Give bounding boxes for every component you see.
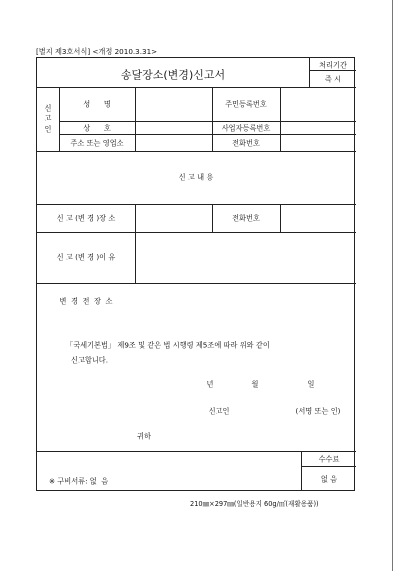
- report-place-phone-label: 전화번호: [232, 213, 260, 223]
- paper-spec-note: 210㎜×297㎜(일반용지 60g/㎡(재활용품)): [190, 500, 319, 508]
- divider: [301, 466, 356, 467]
- page-right-border: [392, 0, 393, 571]
- brn-label: 사업자등록번호: [221, 123, 271, 133]
- date-year: 년: [206, 379, 214, 389]
- processing-period-label: 처리기간: [319, 60, 347, 70]
- trade-name-label: 상 호: [83, 123, 111, 133]
- divider: [212, 204, 213, 232]
- report-reason-label: 신 고 (변 경 )이 유: [56, 252, 116, 262]
- form-title: 송달장소(변경)신고서: [120, 68, 226, 82]
- report-content-label: 신 고 내 용: [178, 172, 214, 182]
- attachments-note: ※ 구비서류: 없 음: [49, 476, 109, 486]
- report-place-label: 신 고 (변 경 )장 소: [56, 213, 116, 223]
- report-form: [36, 57, 355, 491]
- divider: [37, 151, 356, 152]
- rrn-label: 주민등록번호: [225, 99, 267, 109]
- addressee: 귀하: [137, 431, 151, 441]
- divider: [37, 283, 356, 284]
- phone-label: 전화번호: [232, 138, 260, 148]
- address-label: 주소 또는 영업소: [70, 138, 124, 148]
- reporter-group-label: 신 고 인: [44, 103, 52, 134]
- divider: [59, 134, 356, 135]
- signature-note: (서명 또는 인): [295, 406, 341, 416]
- divider: [59, 121, 356, 122]
- date-day: 일: [307, 379, 315, 389]
- divider: [309, 70, 356, 71]
- processing-period-value: 즉 시: [324, 74, 342, 84]
- divider: [309, 58, 310, 87]
- divider: [212, 87, 213, 151]
- statement-line-2: 신고합니다.: [71, 355, 109, 365]
- name-label: 성 명: [83, 99, 111, 109]
- divider: [37, 87, 356, 88]
- form-header-note: [별지 제3호서식] <개정 2010.3.31>: [36, 47, 158, 56]
- prev-place-label: 변 경 전 장 소: [59, 296, 113, 306]
- signer-label: 신고인: [208, 406, 230, 416]
- statement-line-1: 「국세기본법」 제9조 및 같은 법 시행령 제5조에 따라 위와 같이: [66, 340, 270, 350]
- divider: [37, 204, 356, 205]
- fee-label: 수수료: [318, 454, 340, 464]
- divider: [280, 204, 281, 232]
- divider: [301, 451, 302, 491]
- date-month: 월: [251, 379, 259, 389]
- divider: [59, 87, 60, 151]
- divider: [37, 232, 356, 233]
- fee-value: 없 음: [320, 474, 338, 484]
- divider: [135, 204, 136, 283]
- divider: [280, 87, 281, 151]
- divider: [135, 87, 136, 151]
- divider: [37, 451, 356, 452]
